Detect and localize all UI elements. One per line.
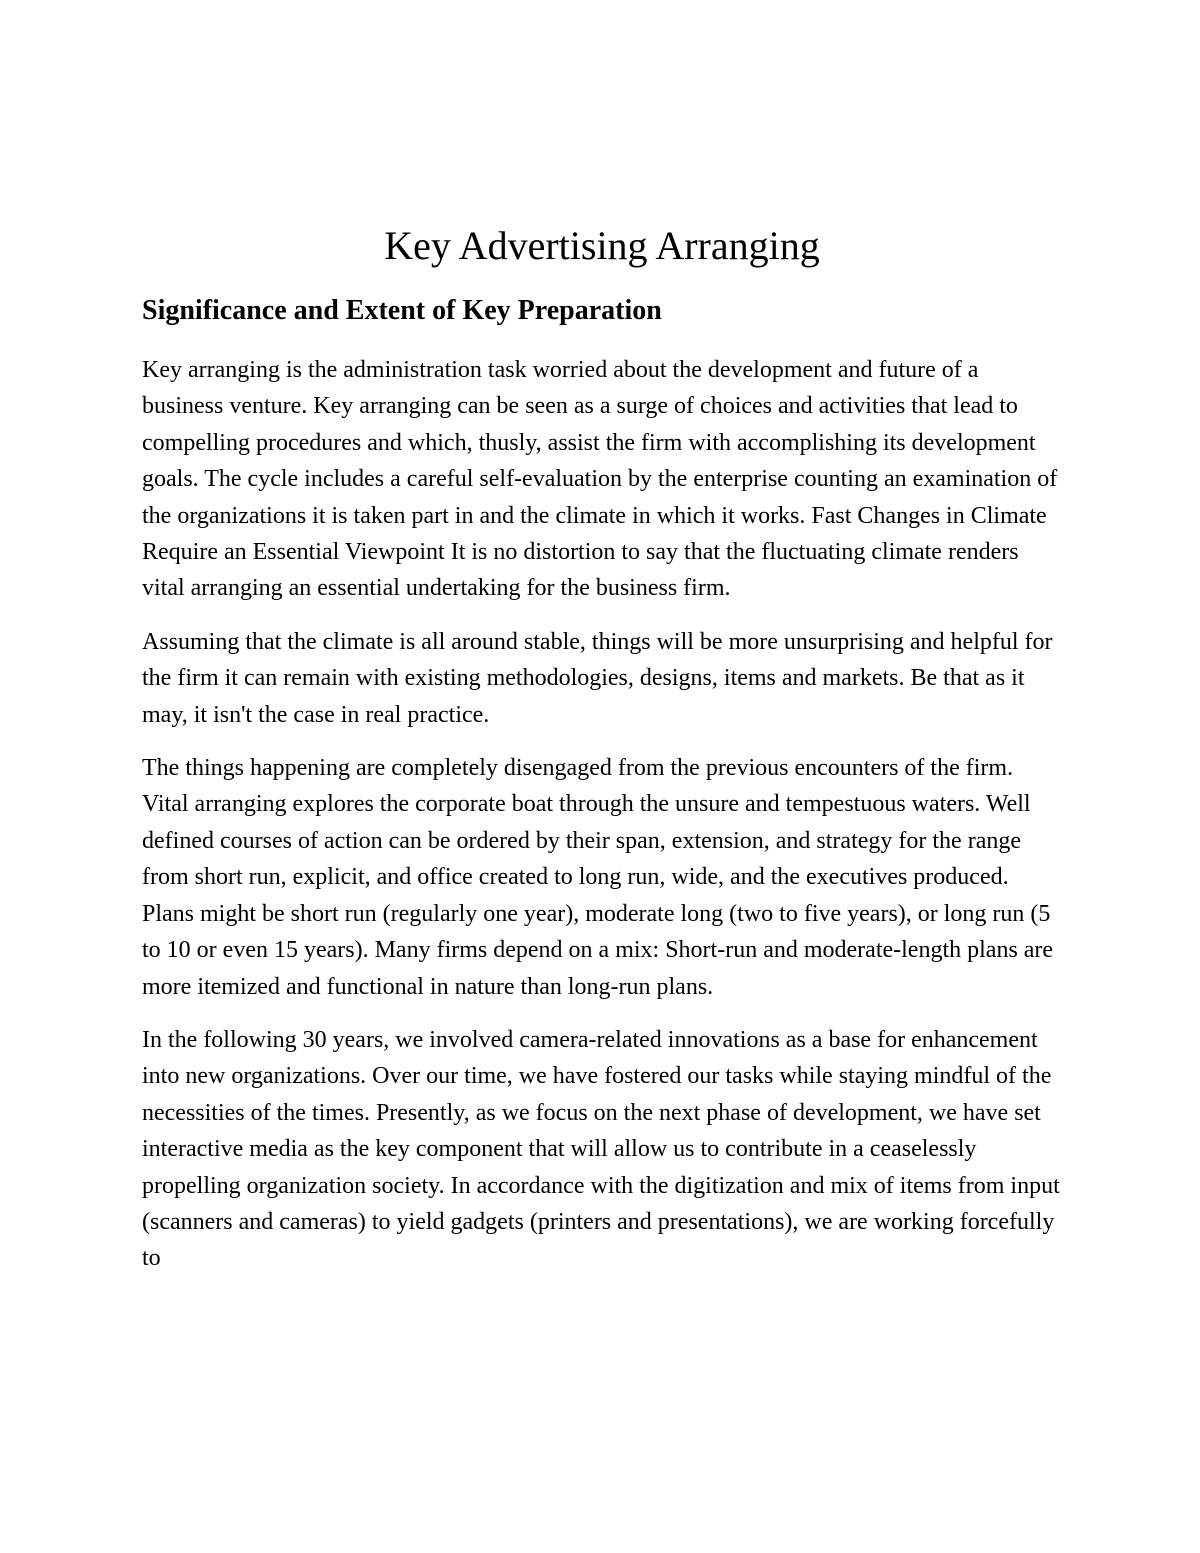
paragraph-4: In the following 30 years, we involved camera-related innovations as a base for enhancement into new organizations. Over our time, we have fostered our tasks while staying mindful of the necessities of the times. Presently, as we focus on the next phase of development, we have set interactive media as the key component that will allow us to contribute in a ceaselessly propelling organization society. In accordance with the digitization and mix of items from input (scanners and cameras) to yield gadgets (printers and presentations), we are working forcefully to: [142, 1026, 1060, 1272]
paragraph-2: Assuming that the climate is all around stable, things will be more unsurprising and helpful for the firm it can remain with existing methodologies, designs, items and markets. Be that as it may, it isn't the case in real practice.: [142, 628, 1053, 728]
paragraph-1: Key arranging is the administration task worried about the development and future of a business venture. Key arranging can be seen as a surge of choices and activities that lead to compelling procedures and which, thusly, assist the firm with accomplishing its development goals. The cycle includes a careful self-evaluation by the enterprise counting an examination of the organizations it is taken part in and the climate in which it works. Fast Changes in Climate Require an Essential Viewpoint It is no distortion to say that the fluctuating climate renders vital arranging an essential undertaking for the business firm.: [142, 357, 1058, 602]
document-title: Key Advertising Arranging: [384, 223, 820, 268]
document-body: [142, 222, 1062, 1277]
paragraph-3: The things happening are completely disengaged from the previous encounters of the firm. Vital arranging explores the corporate boat through the unsure and tempestuous waters. Well defined courses of action can be ordered by their span, extension, and strategy for the range from short run, explicit, and office created to long run, wide, and the executives produced. Plans might be short run (regularly one year), moderate long (two to five years), or long run (5 to 10 or even 15 years). Many firms depend on a mix: Short-run and moderate-length plans are more itemized and functional in nature than long-run plans.: [142, 755, 1054, 1000]
section-heading: Significance and Extent of Key Preparation: [142, 295, 662, 326]
